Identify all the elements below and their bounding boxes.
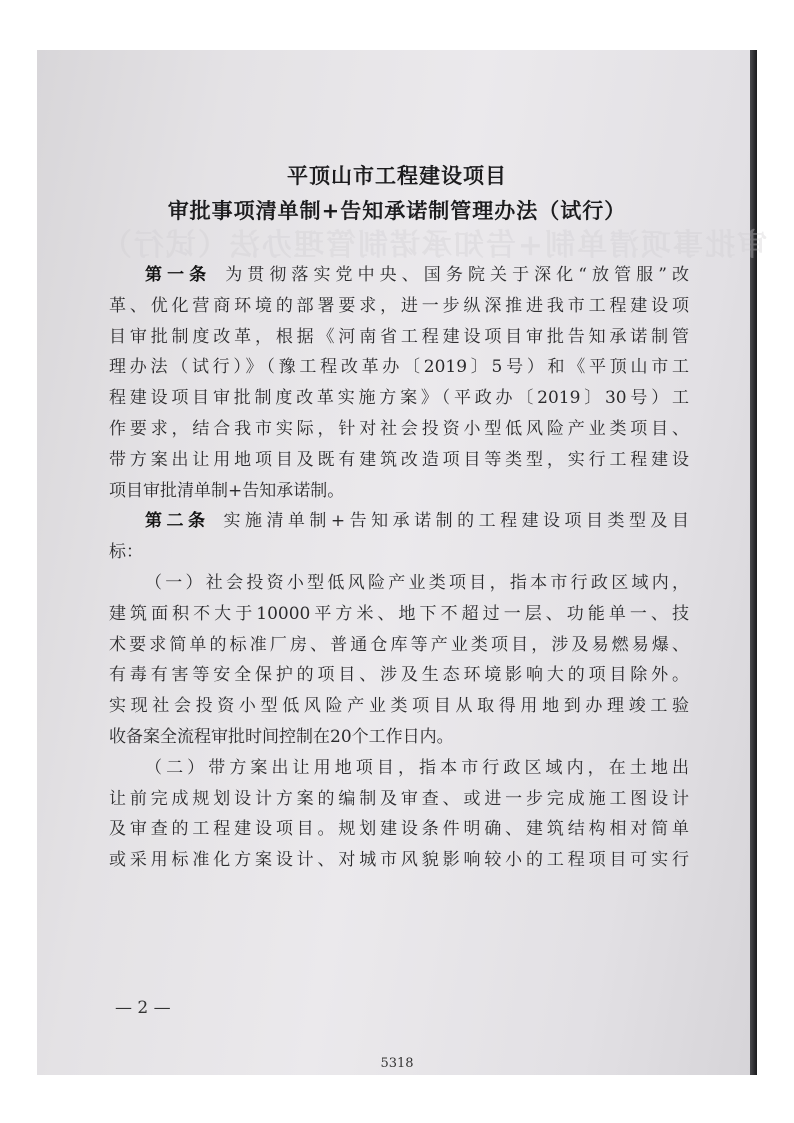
- bleed-through-text: 审批事项清单制+告知承诺制管理办法（试行）: [99, 228, 767, 263]
- article2-line: [109, 506, 689, 537]
- item2-line: 让前完成规划设计方案的编制及审查、或进一步完成施工图设计: [109, 788, 689, 809]
- stamp-number: 5318: [380, 1056, 414, 1071]
- item1-line: 实现社会投资小型低风险产业类项目从取得用地到办理竣工验: [109, 696, 689, 717]
- article2-heading: 第二条: [145, 511, 210, 532]
- article2-text: 实施清单制+告知承诺制的工程建设项目类型及目: [223, 511, 689, 532]
- item1-line: 有毒有害等安全保护的项目、涉及生态环境影响大的项目除外。: [109, 665, 689, 686]
- scanned-page: [37, 50, 767, 1075]
- article1-line: 革、优化营商环境的部署要求，进一步纵深推进我市工程建设项: [109, 295, 689, 316]
- item1-line: （一）社会投资小型低风险产业类项目，指本市行政区域内，: [145, 572, 689, 593]
- document-body: [109, 260, 689, 876]
- item1-line: 建筑面积不大于10000平方米、地下不超过一层、功能单一、技: [109, 603, 689, 624]
- item2-line: 及审查的工程建设项目。规划建设条件明确、建筑结构相对简单: [109, 819, 689, 840]
- article1-line: 理办法（试行）》（豫工程改革办〔2019〕5号）和《平顶山市工: [109, 357, 689, 378]
- article1-line: [109, 260, 689, 291]
- document-title-line1: 平顶山市工程建设项目: [287, 163, 507, 188]
- article1-line: 目审批制度改革，根据《河南省工程建设项目审批告知承诺制管: [109, 326, 689, 347]
- page-number: — 2 —: [115, 998, 171, 1018]
- article1-line: 项目审批清单制+告知承诺制。: [109, 480, 345, 501]
- article2-line: 标：: [109, 542, 143, 563]
- item2-line: （二）带方案出让用地项目，指本市行政区域内，在土地出: [145, 757, 689, 778]
- item2-line: 或采用标准化方案设计、对城市风貌影响较小的工程项目可实行: [109, 850, 689, 871]
- article1-line: 程建设项目审批制度改革实施方案》（平政办〔2019〕30号）工: [109, 388, 689, 409]
- article1-line: 带方案出让用地项目及既有建筑改造项目等类型，实行工程建设: [109, 449, 689, 470]
- item1-line: 收备案全流程审批时间控制在20个工作日内。: [109, 726, 454, 747]
- article1-text: 为贯彻落实党中央、国务院关于深化“放管服”改: [225, 265, 689, 285]
- article1-line: 作要求，结合我市实际，针对社会投资小型低风险产业类项目、: [109, 418, 689, 439]
- article1-heading: 第一条: [145, 265, 212, 285]
- document-title-line2: 审批事项清单制+告知承诺制管理办法（试行）: [167, 198, 627, 223]
- item1-line: 术要求简单的标准厂房、普通仓库等产业类项目，涉及易燃易爆、: [109, 634, 689, 655]
